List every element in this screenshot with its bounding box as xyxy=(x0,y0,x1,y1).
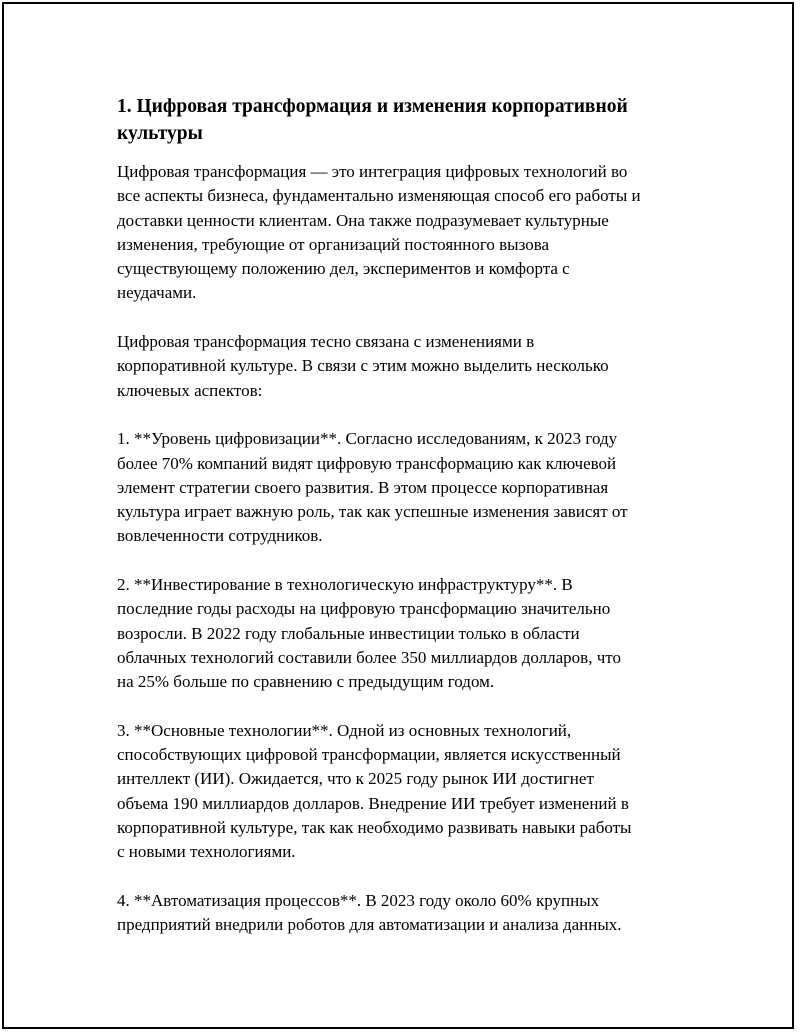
paragraph-item-2: 2. **Инвестирование в технологическую инфраструктуру**. В последние годы расходы на цифровую трансформацию значительно возросли. В 2022 году глобальные инвестиции только в области облачных технологий составили более 350 миллиардов долларов, что на 25% больше по сравнению с предыдущим годом. xyxy=(117,575,621,692)
paragraph-item-4: 4. **Автоматизация процессов**. В 2023 году около 60% крупных предприятий внедрили роботов для автоматизации и анализа данных. xyxy=(117,890,622,935)
section-heading: 1. Цифровая трансформация и изменения корпоративной культуры xyxy=(117,96,628,144)
paragraph-item-1: 1. **Уровень цифровизации**. Согласно исследованиям, к 2023 году более 70% компаний видят цифровую трансформацию как ключевой элемент стратегии своего развития. В этом процессе корпоративная культура играет важную роль, так как успешные изменения зависят от вовлеченности сотрудников. xyxy=(117,429,628,546)
paragraph-intro: Цифровая трансформация — это интеграция цифровых технологий во все аспекты бизнеса, фундаментально изменяющая способ его работы и доставки ценности клиентам. Она также подразумевает культурные изменения, требующие от организаций постоянного вызова существующему положению дел, экспериментов и комфорта с неудачами. xyxy=(117,162,641,303)
paragraph-item-3: 3. **Основные технологии**. Одной из основных технологий, способствующих цифровой трансформации, является искусственный интеллект (ИИ). Ожидается, что к 2025 году рынок ИИ достигнет объема 190 миллиардов долларов. Внедрение ИИ требует изменений в корпоративной культуре, так как необходимо развивать навыки работы с новыми технологиями. xyxy=(117,720,632,862)
paragraph-aspects-intro: Цифровая трансформация тесно связана с изменениями в корпоративной культуре. В связи с этим можно выделить несколько ключевых аспектов: xyxy=(117,332,609,400)
document-body xyxy=(117,93,697,938)
